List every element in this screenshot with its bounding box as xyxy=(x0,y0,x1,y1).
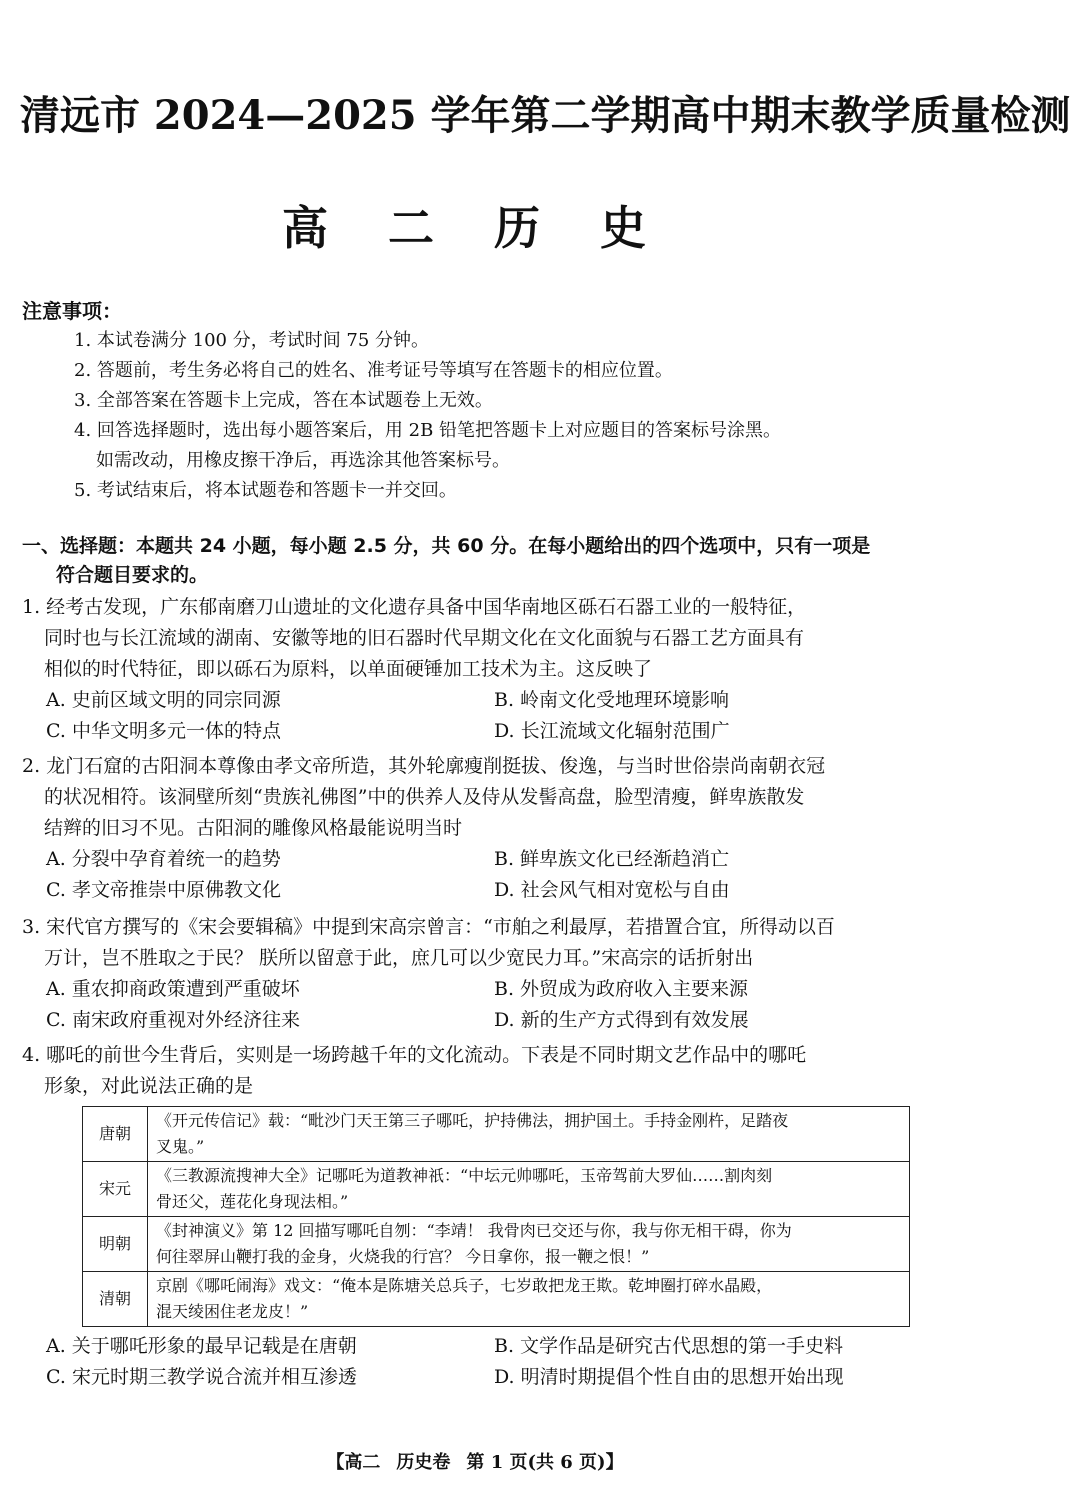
option-d[interactable]: D. 社会风气相对宽松与自由 xyxy=(494,879,730,901)
option-a[interactable]: A. 重农抑商政策遭到严重破坏 xyxy=(46,978,300,1000)
option-b[interactable]: B. 岭南文化受地理环境影响 xyxy=(494,689,730,711)
option-b[interactable]: B. 外贸成为政府收入主要来源 xyxy=(494,978,749,1000)
option-d[interactable]: D. 新的生产方式得到有效发展 xyxy=(494,1009,749,1031)
notice-item: 4. 回答选择题时，选出每小题答案后，用 2B 铅笔把答题卡上对应题目的答案标号涂黑。 xyxy=(74,420,782,441)
section-heading-line: 符合题目要求的。 xyxy=(56,564,209,586)
table-text-cell: 京剧《哪吒闹海》戏文：“俺本是陈塘关总兵子，七岁敢把龙王欺。乾坤圈打碎水晶殿， 混天绫困住老龙皮！” xyxy=(148,1272,910,1327)
question-options xyxy=(22,1331,932,1393)
stem-line: 4. 哪吒的前世今生背后，实则是一场跨越千年的文化流动。下表是不同时期文艺作品中的哪吒 xyxy=(22,1044,807,1066)
question-options xyxy=(22,685,932,747)
page-footer xyxy=(0,1450,950,1476)
stem-line: 2. 龙门石窟的古阳洞本尊像由孝文帝所造，其外轮廓瘦削挺拔、俊逸，与当时世俗崇尚南朝衣冠 xyxy=(22,755,826,777)
option-a[interactable]: A. 史前区域文明的同宗同源 xyxy=(46,689,281,711)
footer-subject: 历史卷 xyxy=(396,1452,451,1473)
stem-line: 形象，对此说法正确的是 xyxy=(44,1075,254,1097)
question-2 xyxy=(22,751,932,906)
table-row xyxy=(83,1107,910,1162)
table-row xyxy=(83,1217,910,1272)
question-1 xyxy=(22,592,932,747)
option-d[interactable]: D. 明清时期提倡个性自由的思想开始出现 xyxy=(494,1366,844,1388)
stem-line: 结辫的旧习不见。古阳洞的雕像风格最能说明当时 xyxy=(44,817,463,839)
table-row xyxy=(83,1162,910,1217)
table-era-cell: 清朝 xyxy=(83,1272,148,1327)
option-c[interactable]: C. 宋元时期三教学说合流并相互渗透 xyxy=(46,1366,357,1388)
question-4 xyxy=(22,1040,932,1393)
option-a[interactable]: A. 分裂中孕育着统一的趋势 xyxy=(46,848,281,870)
nezha-table xyxy=(82,1106,910,1327)
footer-page-number: 第 1 页(共 6 页)】 xyxy=(466,1452,624,1473)
section-heading-line: 一、选择题：本题共 24 小题，每小题 2.5 分，共 60 分。在每小题给出的四个选项中，只有一项是 xyxy=(22,535,871,557)
notice-item: 2. 答题前，考生务必将自己的姓名、准考证号等填写在答题卡的相应位置。 xyxy=(74,360,673,381)
option-c[interactable]: C. 中华文明多元一体的特点 xyxy=(46,720,281,742)
notice-heading: 注意事项： xyxy=(22,299,122,323)
table-era-cell: 宋元 xyxy=(83,1162,148,1217)
question-options xyxy=(22,844,932,906)
table-text-cell: 《封神演义》第 12 回描写哪吒自刎：“李靖！ 我骨肉已交还与你，我与你无相干碍，你为 何往翠屏山鞭打我的金身，火烧我的行宫？ 今日拿你，报一鞭之恨！” xyxy=(148,1217,910,1272)
table-text-cell: 《三教源流搜神大全》记哪吒为道教神祇：“中坛元帅哪吒，玉帝驾前大罗仙……割肉刻 骨还父，莲花化身现法相。” xyxy=(148,1162,910,1217)
question-3 xyxy=(22,912,932,1036)
footer-grade: 【高二 xyxy=(326,1452,381,1473)
question-stem xyxy=(22,592,932,685)
notice-item: 5. 考试结束后，将本试题卷和答题卡一并交回。 xyxy=(74,480,457,501)
question-stem xyxy=(22,1040,932,1102)
stem-line: 的状况相符。该洞壁所刻“贵族礼佛图”中的供养人及侍从发髻高盘，脸型清瘦，鲜卑族散发 xyxy=(44,786,805,808)
stem-line: 万计，岂不胜取之于民？ 朕所以留意于此，庶几可以少宽民力耳。”宋高宗的话折射出 xyxy=(44,947,754,969)
stem-line: 1. 经考古发现，广东郁南磨刀山遗址的文化遗存具备中国华南地区砾石石器工业的一般特征， xyxy=(22,596,807,618)
stem-line: 相似的时代特征，即以砾石为原料，以单面硬锤加工技术为主。这反映了 xyxy=(44,658,653,680)
notice-list xyxy=(74,326,944,506)
option-a[interactable]: A. 关于哪吒形象的最早记载是在唐朝 xyxy=(46,1335,357,1357)
table-text-cell: 《开元传信记》载：“毗沙门天王第三子哪吒，护持佛法，拥护国土。手持金刚杵，足踏夜 叉鬼。” xyxy=(148,1107,910,1162)
option-b[interactable]: B. 鲜卑族文化已经渐趋消亡 xyxy=(494,848,730,870)
question-options xyxy=(22,974,932,1036)
option-c[interactable]: C. 孝文帝推崇中原佛教文化 xyxy=(46,879,281,901)
stem-line: 3. 宋代官方撰写的《宋会要辑稿》中提到宋高宗曾言：“市舶之利最厚，若措置合宜，所得动以百 xyxy=(22,916,835,938)
option-c[interactable]: C. 南宋政府重视对外经济往来 xyxy=(46,1009,300,1031)
exam-subject: 高 二 历 史 xyxy=(281,201,669,255)
stem-line: 同时也与长江流域的湖南、安徽等地的旧石器时代早期文化在文化面貌与石器工艺方面具有 xyxy=(44,627,805,649)
notice-item: 3. 全部答案在答题卡上完成，答在本试题卷上无效。 xyxy=(74,390,493,411)
table-era-cell: 唐朝 xyxy=(83,1107,148,1162)
notice-item: 1. 本试卷满分 100 分，考试时间 75 分钟。 xyxy=(74,330,430,351)
section-heading xyxy=(22,532,932,590)
question-stem xyxy=(22,912,932,974)
exam-title: 清远市 2024—2025 学年第二学期高中期末教学质量检测 xyxy=(20,92,1071,139)
question-stem xyxy=(22,751,932,844)
table-era-cell: 明朝 xyxy=(83,1217,148,1272)
option-b[interactable]: B. 文学作品是研究古代思想的第一手史料 xyxy=(494,1335,844,1357)
notice-item-continuation: 如需改动，用橡皮擦干净后，再选涂其他答案标号。 xyxy=(96,450,510,471)
table-row xyxy=(83,1272,910,1327)
option-d[interactable]: D. 长江流域文化辐射范围广 xyxy=(494,720,730,742)
